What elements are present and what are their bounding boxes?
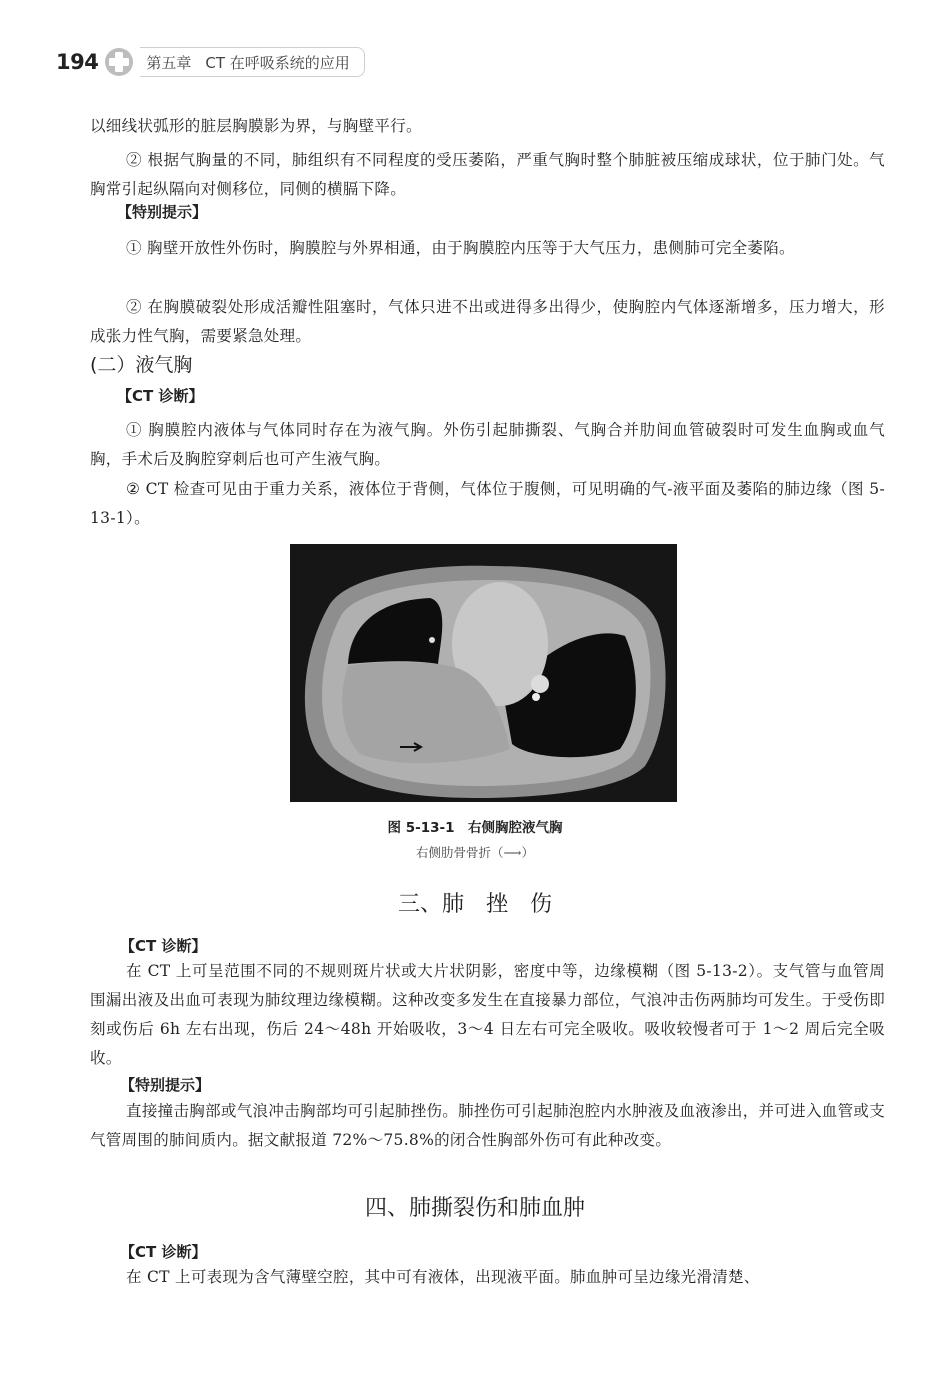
paragraph-hydropneumothorax-def: ① 胸膜腔内液体与气体同时存在为液气胸。外伤引起肺撕裂、气胸合并肋间血管破裂时可发生血胸或血气胸，手术后及胸腔穿刺后也可产生液气胸。 bbox=[90, 421, 885, 468]
ct-diagnosis-label-3: 【CT 诊断】 bbox=[120, 1243, 207, 1261]
page-number: 194 bbox=[56, 50, 99, 74]
paragraph-laceration-ct: 在 CT 上可表现为含气薄壁空腔，其中可有液体，出现液平面。肺血肿可呈边缘光滑清楚、 bbox=[126, 1268, 760, 1286]
paragraph-tip-tension: ② 在胸膜破裂处形成活瓣性阻塞时，气体只进不出或进得多出得少，使胸腔内气体逐渐增多，压力增大，形成张力性气胸，需要紧急处理。 bbox=[90, 298, 885, 345]
figure-note: 右侧肋骨骨折（⟶） bbox=[416, 845, 534, 860]
medical-cross-icon bbox=[104, 47, 134, 77]
figure-caption: 图 5-13-1 右侧胸腔液气胸 bbox=[387, 820, 563, 836]
special-tip-label-2: 【特别提示】 bbox=[120, 1076, 211, 1094]
subheading-hydropneumothorax: (二）液气胸 bbox=[90, 354, 193, 376]
ct-diagnosis-label-2: 【CT 诊断】 bbox=[120, 937, 207, 955]
ct-diagnosis-label: 【CT 诊断】 bbox=[117, 387, 204, 405]
special-tip-label: 【特别提示】 bbox=[117, 203, 208, 221]
chapter-tab bbox=[140, 47, 364, 77]
paragraph-hydropneumothorax-ct: ② CT 检查可见由于重力关系，液体位于背侧，气体位于腹侧，可见明确的气-液平面及萎陷的肺边缘（图 5-13-1）。 bbox=[90, 480, 885, 527]
chapter-title: CT 在呼吸系统的应用 bbox=[205, 53, 350, 72]
section-heading-contusion: 三、肺 挫 伤 bbox=[397, 892, 552, 917]
page-header bbox=[56, 42, 365, 82]
section-heading-laceration: 四、肺撕裂伤和肺血肿 bbox=[364, 1196, 585, 1221]
paragraph-pneumothorax-volume: ② 根据气胸量的不同，肺组织有不同程度的受压萎陷，严重气胸时整个肺脏被压缩成球状，位于肺门处。气胸常引起纵隔向对侧移位，同侧的横膈下降。 bbox=[90, 151, 885, 198]
chapter-number: 第五章 bbox=[146, 53, 192, 72]
paragraph-contusion-tip: 直接撞击胸部或气浪冲击胸部均可引起肺挫伤。肺挫伤可引起肺泡腔内水肿液及血液渗出，并可进入血管或支气管周围的肺间质内。据文献报道 72%～75.8%的闭合性胸部外伤可有此种改变。 bbox=[90, 1102, 885, 1149]
paragraph-pneumothorax-boundary: 以细线状弧形的脏层胸膜影为界，与胸壁平行。 bbox=[90, 117, 422, 135]
paragraph-tip-open-wound: ① 胸壁开放性外伤时，胸膜腔与外界相通，由于胸膜腔内压等于大气压力，患侧肺可完全萎陷。 bbox=[126, 239, 795, 257]
ct-scan-image bbox=[290, 544, 677, 802]
paragraph-contusion-ct: 在 CT 上可呈范围不同的不规则斑片状或大片状阴影，密度中等，边缘模糊（图 5-13-2）。支气管与血管周围漏出液及出血可表现为肺纹理边缘模糊。这种改变多发生在直接暴力部位，气浪冲击伤两肺均可发生。于受伤即刻或伤后 6h 左右出现，伤后 24～48h 开始吸收，3～4 日左右可完全吸收。吸收较慢者可于 1～2 周后完全吸收。 bbox=[90, 962, 885, 1067]
